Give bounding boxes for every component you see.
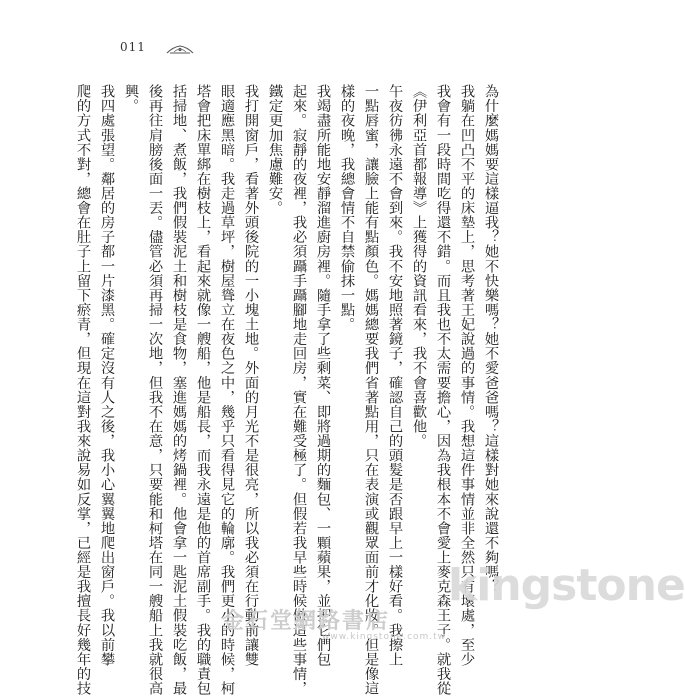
text-column: 鐵定更加焦慮難安。 <box>267 84 283 216</box>
text-column: 後再往肩膀後面一丟。儘管必須再掃一次地，但我不在意，只要能和柯塔在同一艘船上我就很高 <box>147 84 163 696</box>
text-column: 我打開窗戶，看著外頭後院的一小塊土地。外面的月光不是很亮，所以我必須在行動前讓雙 <box>243 84 259 667</box>
text-column: 眼適應黑暗。我走過草坪，樹屋聳立在夜色之中，幾乎只看得見它的輪廓。我們更小的時候，柯 <box>219 84 235 696</box>
watermark-store-name: 金石堂網路書店 <box>222 608 391 634</box>
text-column: 為什麼媽媽要這樣逼我？她不快樂嗎？她不愛爸爸嗎？這樣對她來說還不夠嗎？ <box>483 84 499 594</box>
text-column: 爬的方式不對，總會在肚子上留下瘀青，但現在這對我來說易如反掌，已經是我擅長好幾年的技 <box>75 84 91 696</box>
text-column: 我會有一段時間吃得還不錯。而且我也不太需要擔心，因為我根本不會愛上麥克森王子。就我從 <box>435 84 451 696</box>
text-column: 我竭盡所能地安靜溜進廚房裡。隨手拿了些剩菜、即將過期的麵包、一顆蘋果，並把它們包 <box>315 84 331 667</box>
text-column: 樣的夜晚，我總會情不自禁偷抹一點。 <box>339 84 355 332</box>
text-column: 我躺在凹凸不平的床墊上，思考著王妃說過的事情。我想這件事情並非全然只有壞處，至少 <box>459 84 475 667</box>
watermark-brand: kingstone <box>448 560 685 611</box>
watermark-url: www.kingstone.com.tw <box>322 632 447 642</box>
text-column: 《伊利亞首都報導》上獲得的資訊看來，我不會喜歡他。 <box>411 84 427 448</box>
text-column: 塔會把床單綁在樹枝上，看起來就像一艘船，他是船長，而我永遠是他的首席副手。我的職責包 <box>195 84 211 696</box>
text-column: 一點唇蜜，讓臉上能有點顏色。媽媽總要我們省著點用，只在表演或觀眾面前才化妝。但是像這 <box>363 84 379 696</box>
text-column: 午夜彷彿永遠不會到來。我不安地照著鏡子，確認自己的頭髮是否跟早上一樣好看。我擦上 <box>387 84 403 667</box>
text-column: 我四處張望。鄰居的房子都一片漆黑。確定沒有人之後，我小心翼翼地爬出窗戶。我以前攀 <box>99 84 115 667</box>
text-column: 興。 <box>123 84 139 114</box>
text-column: 括掃地、煮飯，我們假裝泥土和樹枝是食物，塞進媽媽的烤鍋裡。他會拿一匙泥土假裝吃飯，最 <box>171 84 187 696</box>
ornament-icon <box>166 40 194 59</box>
page-number: 011 <box>120 40 146 54</box>
text-column: 起來。寂靜的夜裡，我必須躡手躡腳地走回房，實在難受極了。但假若我早些時候做這些事情， <box>291 84 307 696</box>
